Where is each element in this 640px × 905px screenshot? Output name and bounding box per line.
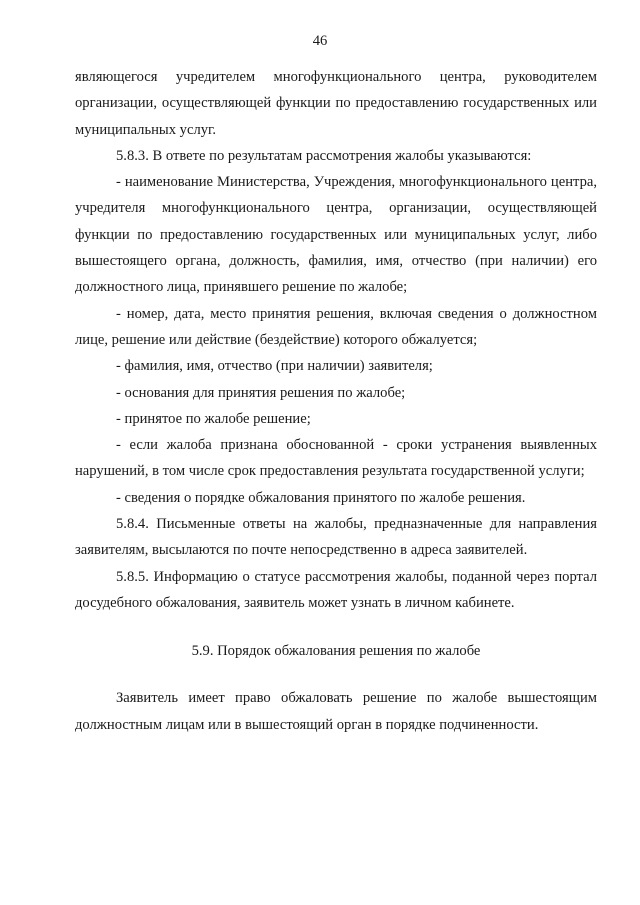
page-number: 46 bbox=[312, 33, 328, 49]
list-item-decision: - принятое по жалобе решение; bbox=[116, 410, 311, 427]
document-body bbox=[75, 64, 597, 738]
paragraph-5-8-5: 5.8.5. Информацию о статусе рассмотрения жалобы, поданной через портал досудебного обжалования, заявитель может узнать в личном кабинете. bbox=[75, 568, 597, 611]
paragraph-continuation: являющегося учредителем многофункционального центра, руководителем организации, осуществляющей функции по предоставлению государственных или муниципальных услуг. bbox=[75, 69, 597, 138]
list-item-grounds: - основания для принятия решения по жалобе; bbox=[116, 384, 406, 401]
section-heading: 5.9. Порядок обжалования решения по жалобе bbox=[191, 643, 481, 660]
list-item-applicant-name: - фамилия, имя, отчество (при наличии) заявителя; bbox=[116, 358, 433, 375]
list-item-name: - наименование Министерства, Учреждения, многофункционального центра, учредителя многофункционального центра, организации, осуществляющей функции по предоставлению государственных или муниципальных услуг, либо вышестоящего органа, должность, фамилия, имя, отчество (при наличии) его должностного лица, принявшего решение по жалобе; bbox=[75, 174, 597, 296]
paragraph-5-9: Заявитель имеет право обжаловать решение по жалобе вышестоящим должностным лицам или в вышестоящий орган в порядке подчиненности. bbox=[75, 690, 597, 733]
list-item-deadlines: - если жалоба признана обоснованной - сроки устранения выявленных нарушений, в том числе срок предоставления результата государственной услуги; bbox=[75, 437, 597, 480]
paragraph-5-8-4: 5.8.4. Письменные ответы на жалобы, предназначенные для направления заявителям, высылаются по почте непосредственно в адреса заявителей. bbox=[75, 516, 597, 559]
list-item-number-date: - номер, дата, место принятия решения, включая сведения о должностном лице, решение или действие (бездействие) которого обжалуется; bbox=[75, 305, 597, 348]
paragraph-5-8-3: 5.8.3. В ответе по результатам рассмотрения жалобы указываются: bbox=[116, 147, 532, 164]
list-item-appeal-info: - сведения о порядке обжалования принятого по жалобе решения. bbox=[116, 489, 526, 506]
